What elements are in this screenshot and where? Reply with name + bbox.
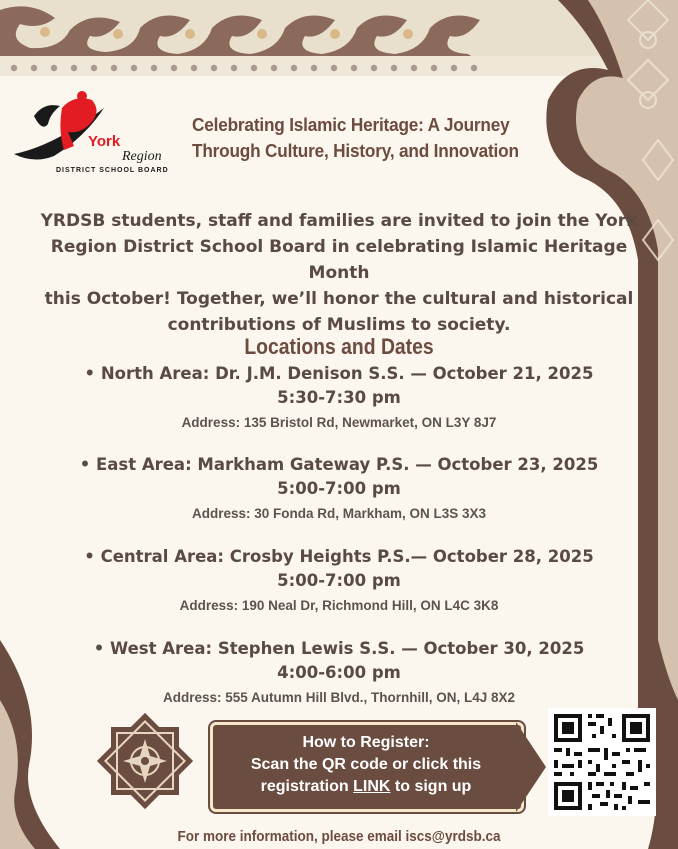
- intro-line-2: Region District School Board in celebrating Islamic Heritage Month: [50, 237, 628, 283]
- location-north: [0, 362, 678, 434]
- location-time: 4:00-6:00 pm: [277, 663, 401, 682]
- intro-paragraph: [18, 208, 660, 338]
- title-line-1: Celebrating Islamic Heritage: A Journey: [192, 114, 510, 135]
- qr-code[interactable]: [548, 708, 656, 816]
- registration-link[interactable]: LINK: [353, 778, 391, 795]
- location-name: • West Area: Stephen Lewis S.S. — October 30, 2025: [93, 639, 585, 658]
- logo-region-word: Region: [122, 149, 162, 164]
- poster-title: [192, 112, 527, 164]
- intro-line-1: YRDSB students, staff and families are invited to join the York: [40, 211, 638, 231]
- register-line-3: [210, 776, 522, 798]
- register-heading: How to Register:: [302, 734, 430, 751]
- title-line-2: Through Culture, History, and Innovation: [192, 140, 519, 161]
- location-east: [0, 453, 678, 525]
- location-address: Address: 190 Neal Dr, Richmond Hill, ON L4C 3K8: [179, 598, 499, 613]
- footer-contact: For more information, please email iscs@yrdsb.ca: [177, 828, 501, 845]
- location-name: • North Area: Dr. J.M. Denison S.S. — October 21, 2025: [84, 364, 594, 383]
- logo-brand-word: York: [88, 133, 121, 150]
- register-text: [210, 732, 522, 798]
- location-name: • East Area: Markham Gateway P.S. — October 23, 2025: [79, 455, 599, 474]
- logo-board-line: DISTRICT SCHOOL BOARD: [56, 167, 169, 174]
- register-line-3-pre: registration: [260, 778, 354, 795]
- location-central: [0, 545, 678, 617]
- yrdsb-logo: [14, 88, 184, 176]
- locations-heading: Locations and Dates: [244, 334, 434, 359]
- octagram-ornament: [96, 712, 194, 810]
- location-address: Address: 135 Bristol Rd, Newmarket, ON L3Y 8J7: [181, 415, 497, 430]
- register-line-2: Scan the QR code or click this: [250, 756, 482, 773]
- intro-line-4: contributions of Muslims to society.: [167, 315, 511, 335]
- location-address: Address: 30 Fonda Rd, Markham, ON L3S 3X3: [191, 506, 487, 521]
- location-west: [0, 637, 678, 709]
- location-time: 5:00-7:00 pm: [277, 479, 401, 498]
- location-time: 5:00-7:00 pm: [277, 571, 401, 590]
- location-time: 5:30-7:30 pm: [277, 388, 401, 407]
- location-name: • Central Area: Crosby Heights P.S.— October 28, 2025: [84, 547, 594, 566]
- location-address: Address: 555 Autumn Hill Blvd., Thornhill, ON, L4J 8X2: [162, 690, 516, 705]
- intro-line-3: this October! Together, we’ll honor the cultural and historical: [44, 289, 634, 309]
- register-line-3-post: to sign up: [390, 778, 472, 795]
